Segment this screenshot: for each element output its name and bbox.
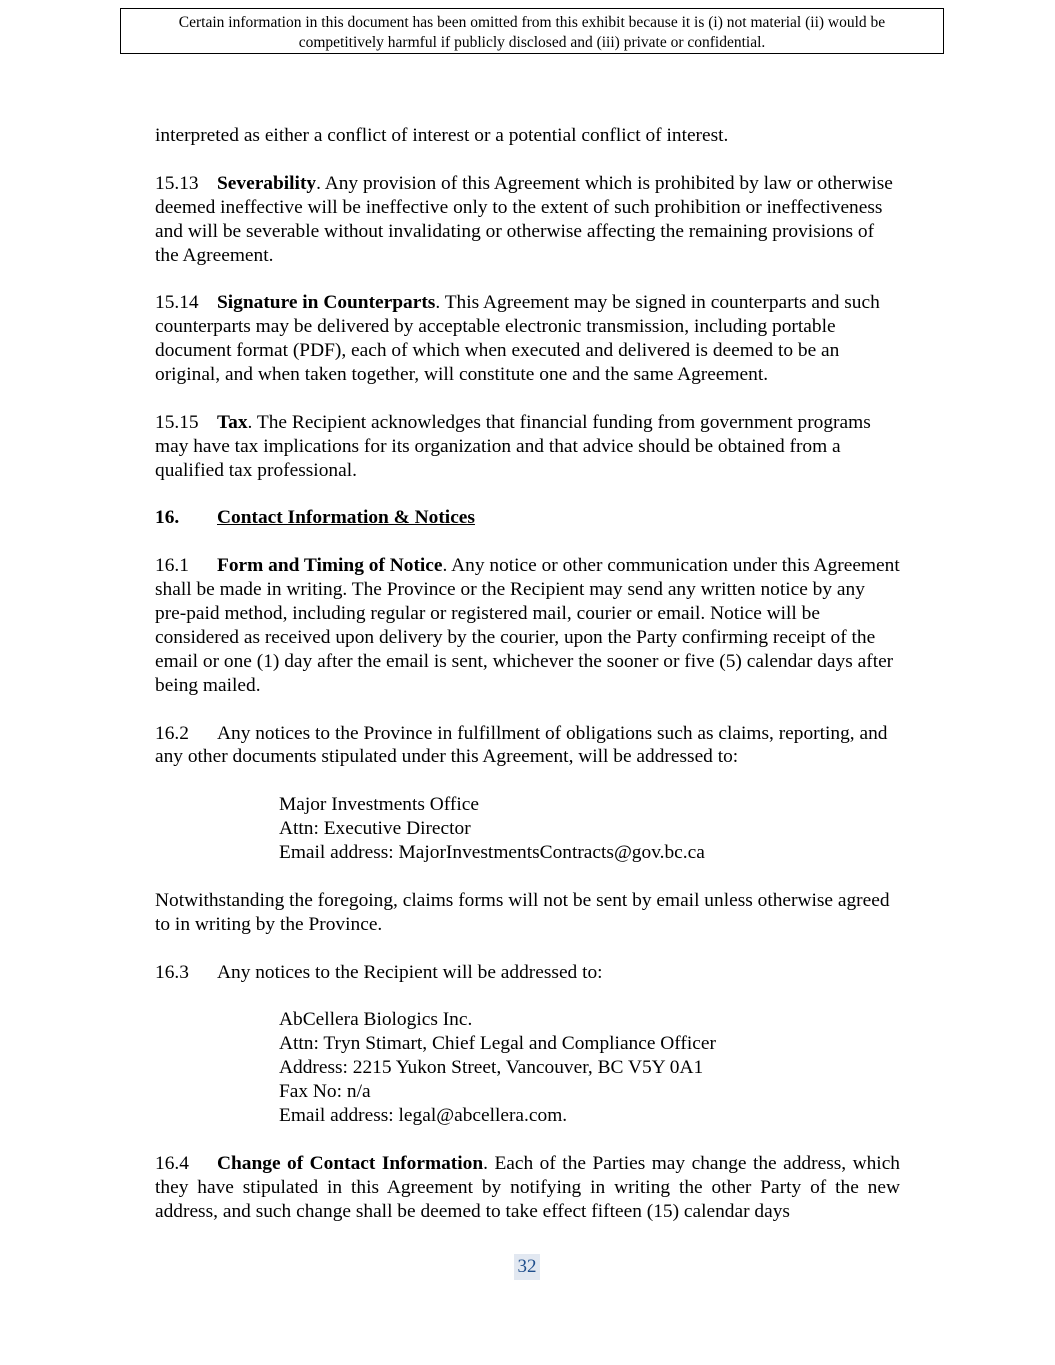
notice-line-1: Certain information in this document has been omitted from this exhibit because it is (i) not material (ii) would be — [178, 14, 886, 31]
section-15-13 — [155, 172, 900, 268]
section-text: Any notices to the Recipient will be addressed to: — [217, 961, 603, 983]
recipient-address-block — [279, 1008, 900, 1128]
section-text: . Each of the Parties may change the address, which they have stipulated in this Agreement by notifying in writing the other Party of the new address, and such change shall be deemed to take effect fifteen (15) calendar days — [155, 1152, 900, 1222]
section-number: 16.3 — [155, 961, 189, 983]
address-line: Attn: Tryn Stimart, Chief Legal and Compliance Officer — [279, 1033, 716, 1055]
section-text: . Any notice or other communication under this Agreement shall be made in writing. The Province or the Recipient may send any written notice by any pre-paid method, including regular or registered mail, courier or email. Notice will be considered as received upon delivery by the courier, upon the Party confirming receipt of the email or one (1) day after the email is sent, whichever the sooner or five (5) calendar days after being mailed. — [155, 555, 900, 696]
address-email: Email address: MajorInvestmentsContracts@gov.bc.ca — [279, 842, 705, 864]
address-line: Fax No: n/a — [279, 1081, 371, 1103]
page-number: 32 — [514, 1254, 540, 1280]
address-line: Address: 2215 Yukon Street, Vancouver, BC V5Y 0A1 — [279, 1057, 704, 1079]
address-email: Email address: legal@abcellera.com. — [279, 1105, 568, 1126]
section-15-14 — [155, 291, 900, 387]
section-title: Severability — [217, 172, 317, 194]
notice-line-2: competitively harmful if publicly disclosed and (iii) private or confidential. — [298, 34, 766, 51]
section-number: 16.4 — [155, 1152, 189, 1174]
document-body — [155, 124, 900, 1247]
address-line: Major Investments Office — [279, 794, 479, 816]
section-text: Any notices to the Province in fulfillment of obligations such as claims, reporting, and any other documents stipulated under this Agreement, will be addressed to: — [155, 722, 888, 768]
section-16-2 — [155, 722, 900, 770]
section-text: . This Agreement may be signed in counterparts and such counterparts may be delivered by acceptable electronic transmission, including portable document format (PDF), each of which when executed and delivered is deemed to be an original, and when taken together, will constitute one and the same Agreement. — [155, 292, 880, 386]
address-line: Attn: Executive Director — [279, 818, 471, 840]
section-16-3 — [155, 961, 900, 985]
address-line: AbCellera Biologics Inc. — [279, 1009, 473, 1031]
confidentiality-notice — [120, 8, 944, 54]
section-16-heading — [155, 506, 900, 530]
section-16-1 — [155, 554, 900, 697]
section-title: Signature in Counterparts — [217, 292, 436, 314]
section-title: Change of Contact Information — [217, 1152, 484, 1174]
province-address-block — [279, 793, 900, 865]
section-title: Form and Timing of Notice — [217, 555, 443, 577]
section-number: 15.14 — [155, 292, 199, 314]
section-number: 16.2 — [155, 722, 189, 744]
section-text: . The Recipient acknowledges that financial funding from government programs may have tax implications for its organization and that advice should be obtained from a qualified tax professional. — [155, 411, 871, 481]
section-number: 16.1 — [155, 555, 189, 577]
continuation-paragraph: interpreted as either a conflict of interest or a potential conflict of interest. — [155, 125, 729, 146]
section-number: 15.13 — [155, 172, 199, 194]
section-number: 16. — [155, 507, 180, 529]
section-heading-title: Contact Information & Notices — [217, 507, 475, 529]
section-16-4 — [155, 1152, 900, 1224]
section-number: 15.15 — [155, 411, 199, 433]
section-text: . Any provision of this Agreement which is prohibited by law or otherwise deemed ineffective will be ineffective only to the extent of such prohibition or ineffectiveness and will be severable without invalidating or otherwise affecting the remaining provisions of the Agreement. — [155, 172, 893, 266]
section-15-15 — [155, 411, 900, 483]
notwithstanding-paragraph: Notwithstanding the foregoing, claims forms will not be sent by email unless otherwise agreed to in writing by the Province. — [155, 889, 890, 935]
section-title: Tax — [217, 411, 248, 433]
